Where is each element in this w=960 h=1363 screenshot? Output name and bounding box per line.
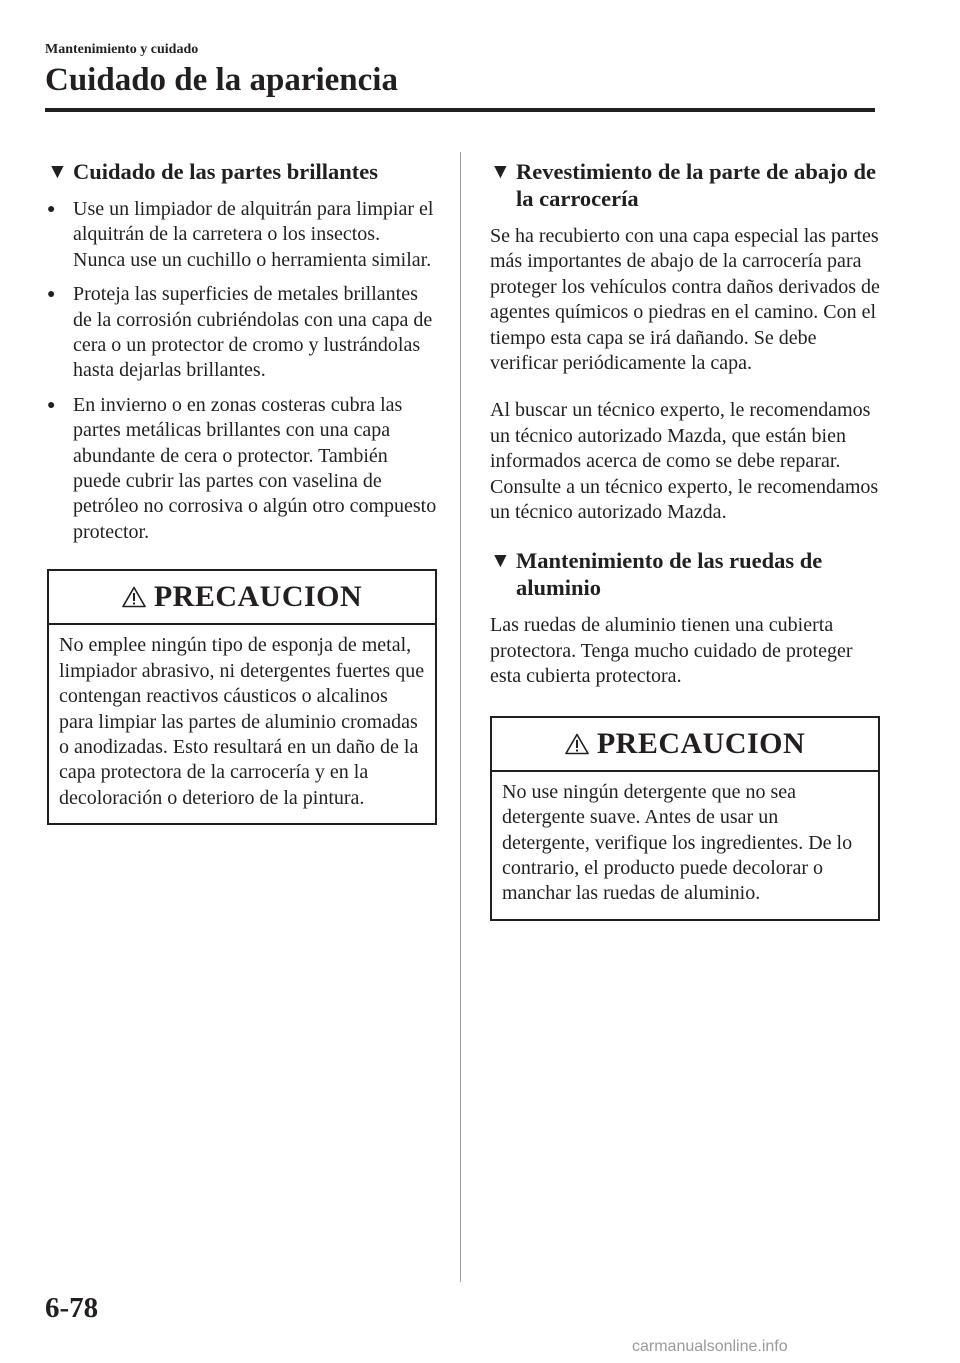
list-item-text: En invierno o en zonas costeras cubra las partes metálicas brillantes con una capa abundante de cera o protector. También puede cubrir las partes con vaselina de petróleo no corrosiva o algún otro compuesto protector. <box>73 393 437 543</box>
bullet-list <box>47 197 437 545</box>
paragraph: Al buscar un técnico experto, le recomendamos un técnico autorizado Mazda, que están bien informados acerca de como se debe reparar. Consulte a un técnico experto, le recomendamos un técnico autorizado Mazda. <box>490 399 879 524</box>
chapter-label: Mantenimiento y cuidado <box>45 42 199 57</box>
warning-triangle-icon <box>122 586 146 608</box>
list-item-text: Proteja las superficies de metales brillantes de la corrosión cubriéndolas con una capa de cera o un protector de cromo y lustrándolas hasta dejarlas brillantes. <box>73 283 433 382</box>
right-column <box>490 158 880 921</box>
paragraph: Las ruedas de aluminio tienen una cubierta protectora. Tenga mucho cuidado de proteger esta cubierta protectora. <box>490 614 853 688</box>
caution-box <box>47 569 437 825</box>
bullet-dot-icon: ● <box>47 202 56 217</box>
triangle-down-icon: ▼ <box>490 548 511 573</box>
header-rule <box>45 108 875 112</box>
caution-text: No emplee ningún tipo de esponja de metal, limpiador abrasivo, ni detergentes fuertes que contengan reactivos cáusticos o alcalinos para limpiar las partes de aluminio cromadas o anodizadas. Esto resultará en un daño de la capa protectora de la carrocería y en la decoloración o deterioro de la pintura. <box>59 634 425 809</box>
triangle-down-icon: ▼ <box>47 159 68 183</box>
triangle-down-icon: ▼ <box>490 159 511 183</box>
caution-header <box>49 571 435 625</box>
list-item <box>47 197 437 273</box>
watermark: carmanualsonline.info <box>632 1338 788 1355</box>
caution-title: PRECAUCION <box>596 726 806 760</box>
caution-title: PRECAUCION <box>153 580 363 614</box>
bullet-dot-icon: ● <box>47 397 56 413</box>
section-heading-aluminum-wheels <box>490 547 880 601</box>
caution-header <box>492 718 878 772</box>
bullet-dot-icon: ● <box>47 287 56 303</box>
section-heading-text: Revestimiento de la parte de abajo de la carrocería <box>516 159 876 211</box>
caution-box <box>490 716 880 921</box>
page-title: Cuidado de la apariencia <box>45 62 398 98</box>
warning-triangle-icon <box>565 733 589 755</box>
caution-text: No use ningún detergente que no sea detergente suave. Antes de usar un detergente, verifique los ingredientes. De lo contrario, el producto puede decolorar o manchar las ruedas de aluminio. <box>502 780 853 905</box>
column-divider <box>460 152 461 1282</box>
section-heading-underbody <box>490 158 880 212</box>
page-number: 6-78 <box>45 1292 99 1324</box>
paragraph: Se ha recubierto con una capa especial las partes más importantes de abajo de la carrocería para proteger los vehículos contra daños derivados de agentes químicos o piedras en el camino. Con el tiempo esta capa se irá dañando. Se debe verificar periódicamente la capa. <box>490 225 880 375</box>
list-item <box>47 282 437 384</box>
list-item-text: Use un limpiador de alquitrán para limpiar el alquitrán de la carretera o los insectos. Nunca use un cuchillo o herramienta similar. <box>73 198 434 271</box>
list-item <box>47 393 437 545</box>
section-heading-text: Mantenimiento de las ruedas de aluminio <box>516 548 823 601</box>
section-heading-text: Cuidado de las partes brillantes <box>73 159 379 184</box>
section-heading-shiny-parts <box>47 158 437 185</box>
left-column <box>47 158 437 825</box>
